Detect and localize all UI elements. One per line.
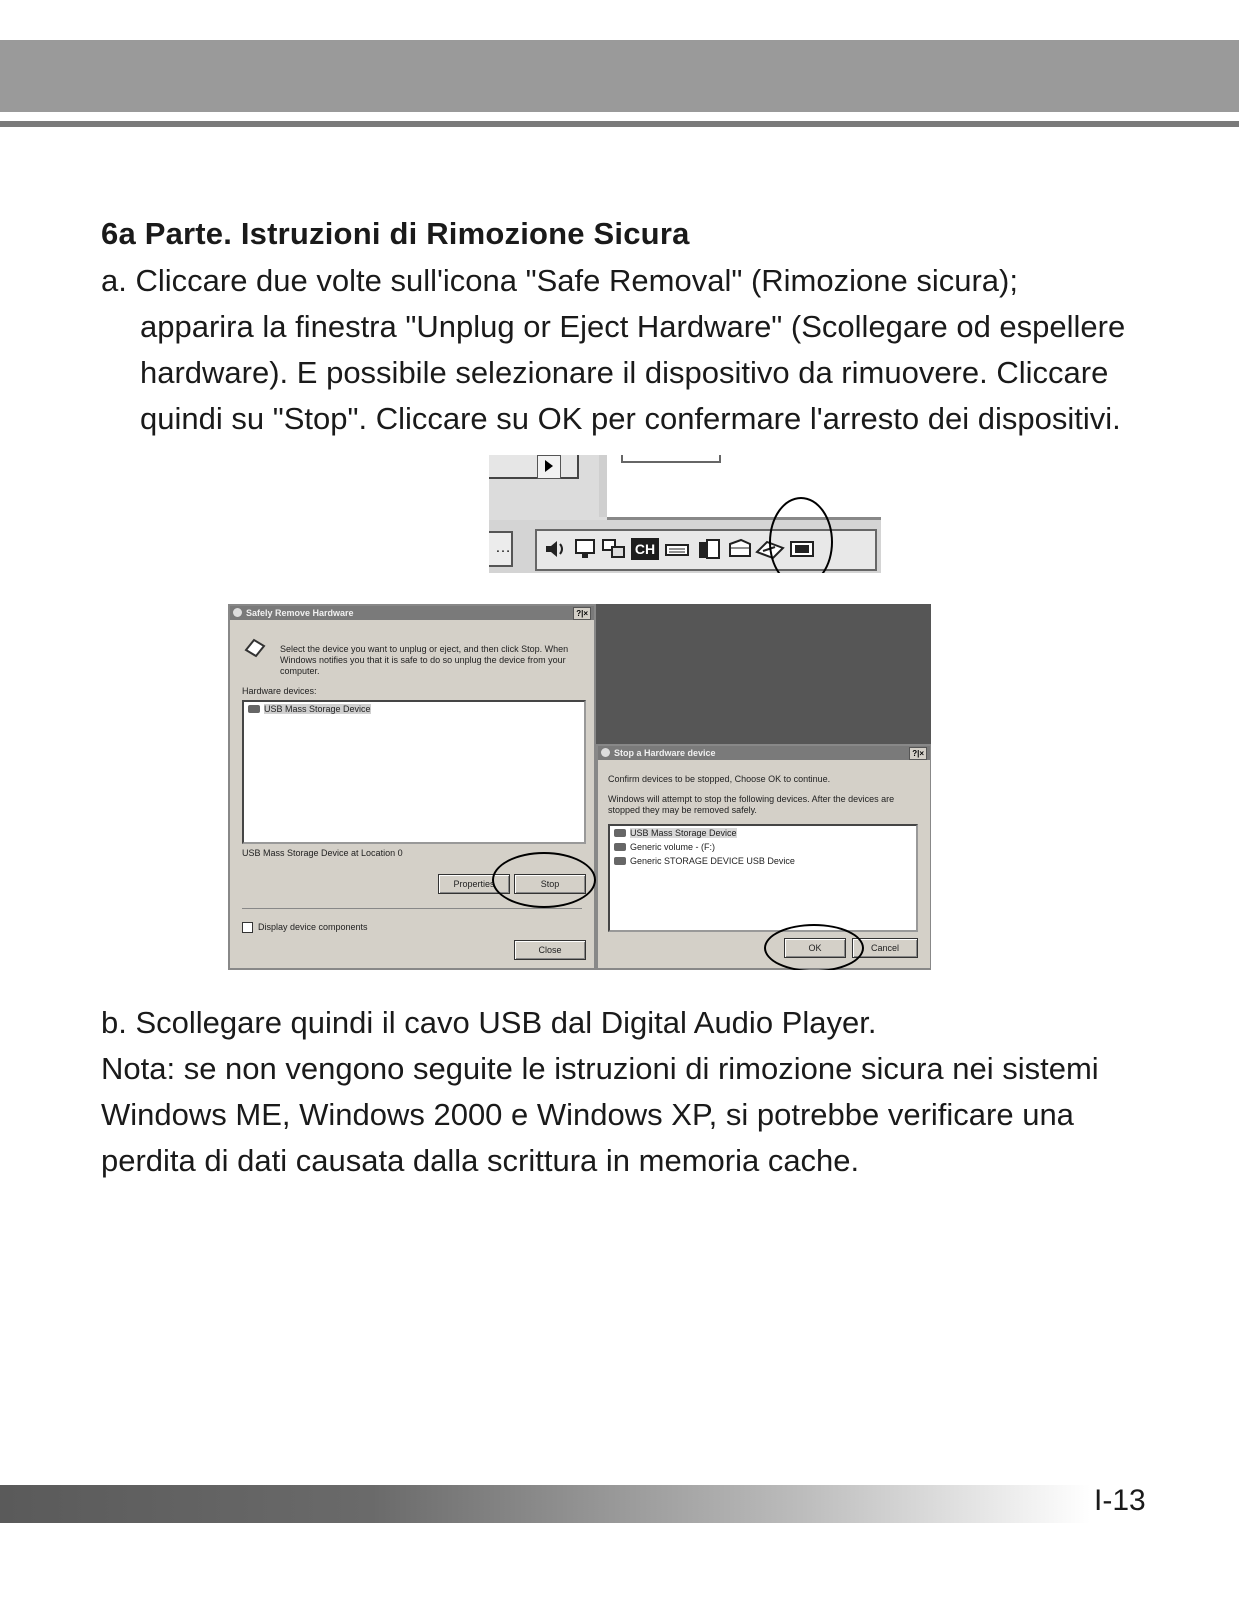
ok-button[interactable]: OK bbox=[784, 938, 846, 958]
hardware-devices-label: Hardware devices: bbox=[242, 686, 317, 696]
window-panel bbox=[607, 455, 881, 520]
step-a-line-3: hardware). E possibile selezionare il dispositivo da rimuovere. Cliccare bbox=[140, 355, 1109, 390]
help-close-controls[interactable]: ?|× bbox=[573, 607, 591, 620]
footer-band bbox=[0, 1485, 1239, 1523]
device-name: USB Mass Storage Device bbox=[630, 828, 737, 838]
list-item[interactable] bbox=[610, 826, 916, 840]
taskbar-button bbox=[489, 455, 579, 479]
header-band bbox=[0, 40, 1239, 112]
stop-device-list[interactable] bbox=[608, 824, 918, 932]
step-b-text: b. Scollegare quindi il cavo USB dal Digital Audio Player. bbox=[101, 1005, 877, 1040]
ch-language-icon[interactable]: CH bbox=[631, 538, 659, 560]
section-title: 6a Parte. Istruzioni di Rimozione Sicura bbox=[101, 216, 690, 251]
help-close-controls[interactable]: ?|× bbox=[909, 747, 927, 760]
device-name: Generic STORAGE DEVICE USB Device bbox=[630, 856, 795, 866]
taskbar-overflow: … bbox=[489, 531, 513, 567]
step-a-line-1: a. Cliccare due volte sull'icona "Safe Removal" (Rimozione sicura); bbox=[101, 263, 1018, 298]
speaker-icon[interactable] bbox=[543, 538, 569, 560]
storage-icon bbox=[614, 857, 626, 865]
stop-confirm-text: Confirm devices to be stopped, Choose OK to continue. bbox=[608, 774, 831, 784]
clipboard-icon[interactable] bbox=[695, 538, 723, 560]
display-components-checkbox[interactable] bbox=[242, 922, 253, 933]
list-item[interactable] bbox=[610, 854, 916, 868]
window-logo-icon bbox=[233, 608, 242, 617]
close-button[interactable]: Close bbox=[514, 940, 586, 960]
monitor-icon[interactable] bbox=[573, 538, 599, 560]
safely-remove-instruction: Select the device you want to unplug or eject, and then click Stop. When Windows notifies you that it is safe to do so unplug the device from your computer. bbox=[280, 644, 569, 676]
body-text-after-figure bbox=[101, 1000, 1201, 1184]
volume-icon bbox=[614, 843, 626, 851]
note-line-3: perdita di dati causata dalla scrittura in memoria cache. bbox=[101, 1143, 860, 1178]
list-item[interactable] bbox=[244, 702, 584, 716]
usb-device-icon bbox=[248, 705, 260, 713]
ok-highlight-circle bbox=[764, 924, 864, 970]
step-a-text bbox=[101, 258, 1201, 304]
stop-highlight-circle bbox=[492, 852, 596, 908]
scroll-arrow-icon bbox=[537, 455, 561, 479]
page-number: I-13 bbox=[1094, 1484, 1146, 1517]
device-name: Generic volume - (F:) bbox=[630, 842, 716, 852]
printer-icon[interactable] bbox=[663, 538, 691, 560]
step-a-line-4: quindi su "Stop". Cliccare su OK per confermare l'arresto dei dispositivi. bbox=[140, 401, 1121, 436]
taskbar-screenshot bbox=[489, 455, 881, 573]
safely-remove-window bbox=[228, 604, 596, 970]
device-location-status: USB Mass Storage Device at Location 0 bbox=[242, 848, 403, 858]
dialogs-screenshot bbox=[228, 604, 931, 970]
safely-remove-title: Safely Remove Hardware bbox=[246, 608, 354, 618]
stop-device-title: Stop a Hardware device bbox=[614, 748, 716, 758]
step-a-line-2: apparira la finestra "Unplug or Eject Hardware" (Scollegare od espellere bbox=[140, 309, 1126, 344]
window-logo-icon bbox=[601, 748, 610, 757]
device-name: USB Mass Storage Device bbox=[264, 704, 371, 714]
stop-device-window bbox=[596, 744, 931, 970]
step-a-continuation bbox=[140, 304, 1220, 442]
stop-button[interactable]: Stop bbox=[514, 874, 586, 894]
note-line-1: Nota: se non vengono seguite le istruzioni di rimozione sicura nei sistemi bbox=[101, 1051, 1099, 1086]
hardware-device-list[interactable] bbox=[242, 700, 586, 844]
header-rule bbox=[0, 121, 1239, 127]
hardware-icon bbox=[244, 636, 266, 658]
stop-info-text: Windows will attempt to stop the following devices. After the devices are stopped they may be removed safely. bbox=[608, 794, 895, 815]
network-icon[interactable] bbox=[601, 538, 627, 560]
checkbox-label: Display device components bbox=[258, 922, 368, 932]
properties-button[interactable]: Properties bbox=[438, 874, 510, 894]
usb-device-icon bbox=[614, 829, 626, 837]
tray-icon[interactable] bbox=[727, 538, 753, 560]
safely-remove-title-bar bbox=[230, 606, 594, 620]
cancel-button[interactable]: Cancel bbox=[852, 938, 918, 958]
list-item[interactable] bbox=[610, 840, 916, 854]
stop-device-title-bar bbox=[598, 746, 930, 760]
note-line-2: Windows ME, Windows 2000 e Windows XP, si potrebbe verificare una bbox=[101, 1097, 1074, 1132]
